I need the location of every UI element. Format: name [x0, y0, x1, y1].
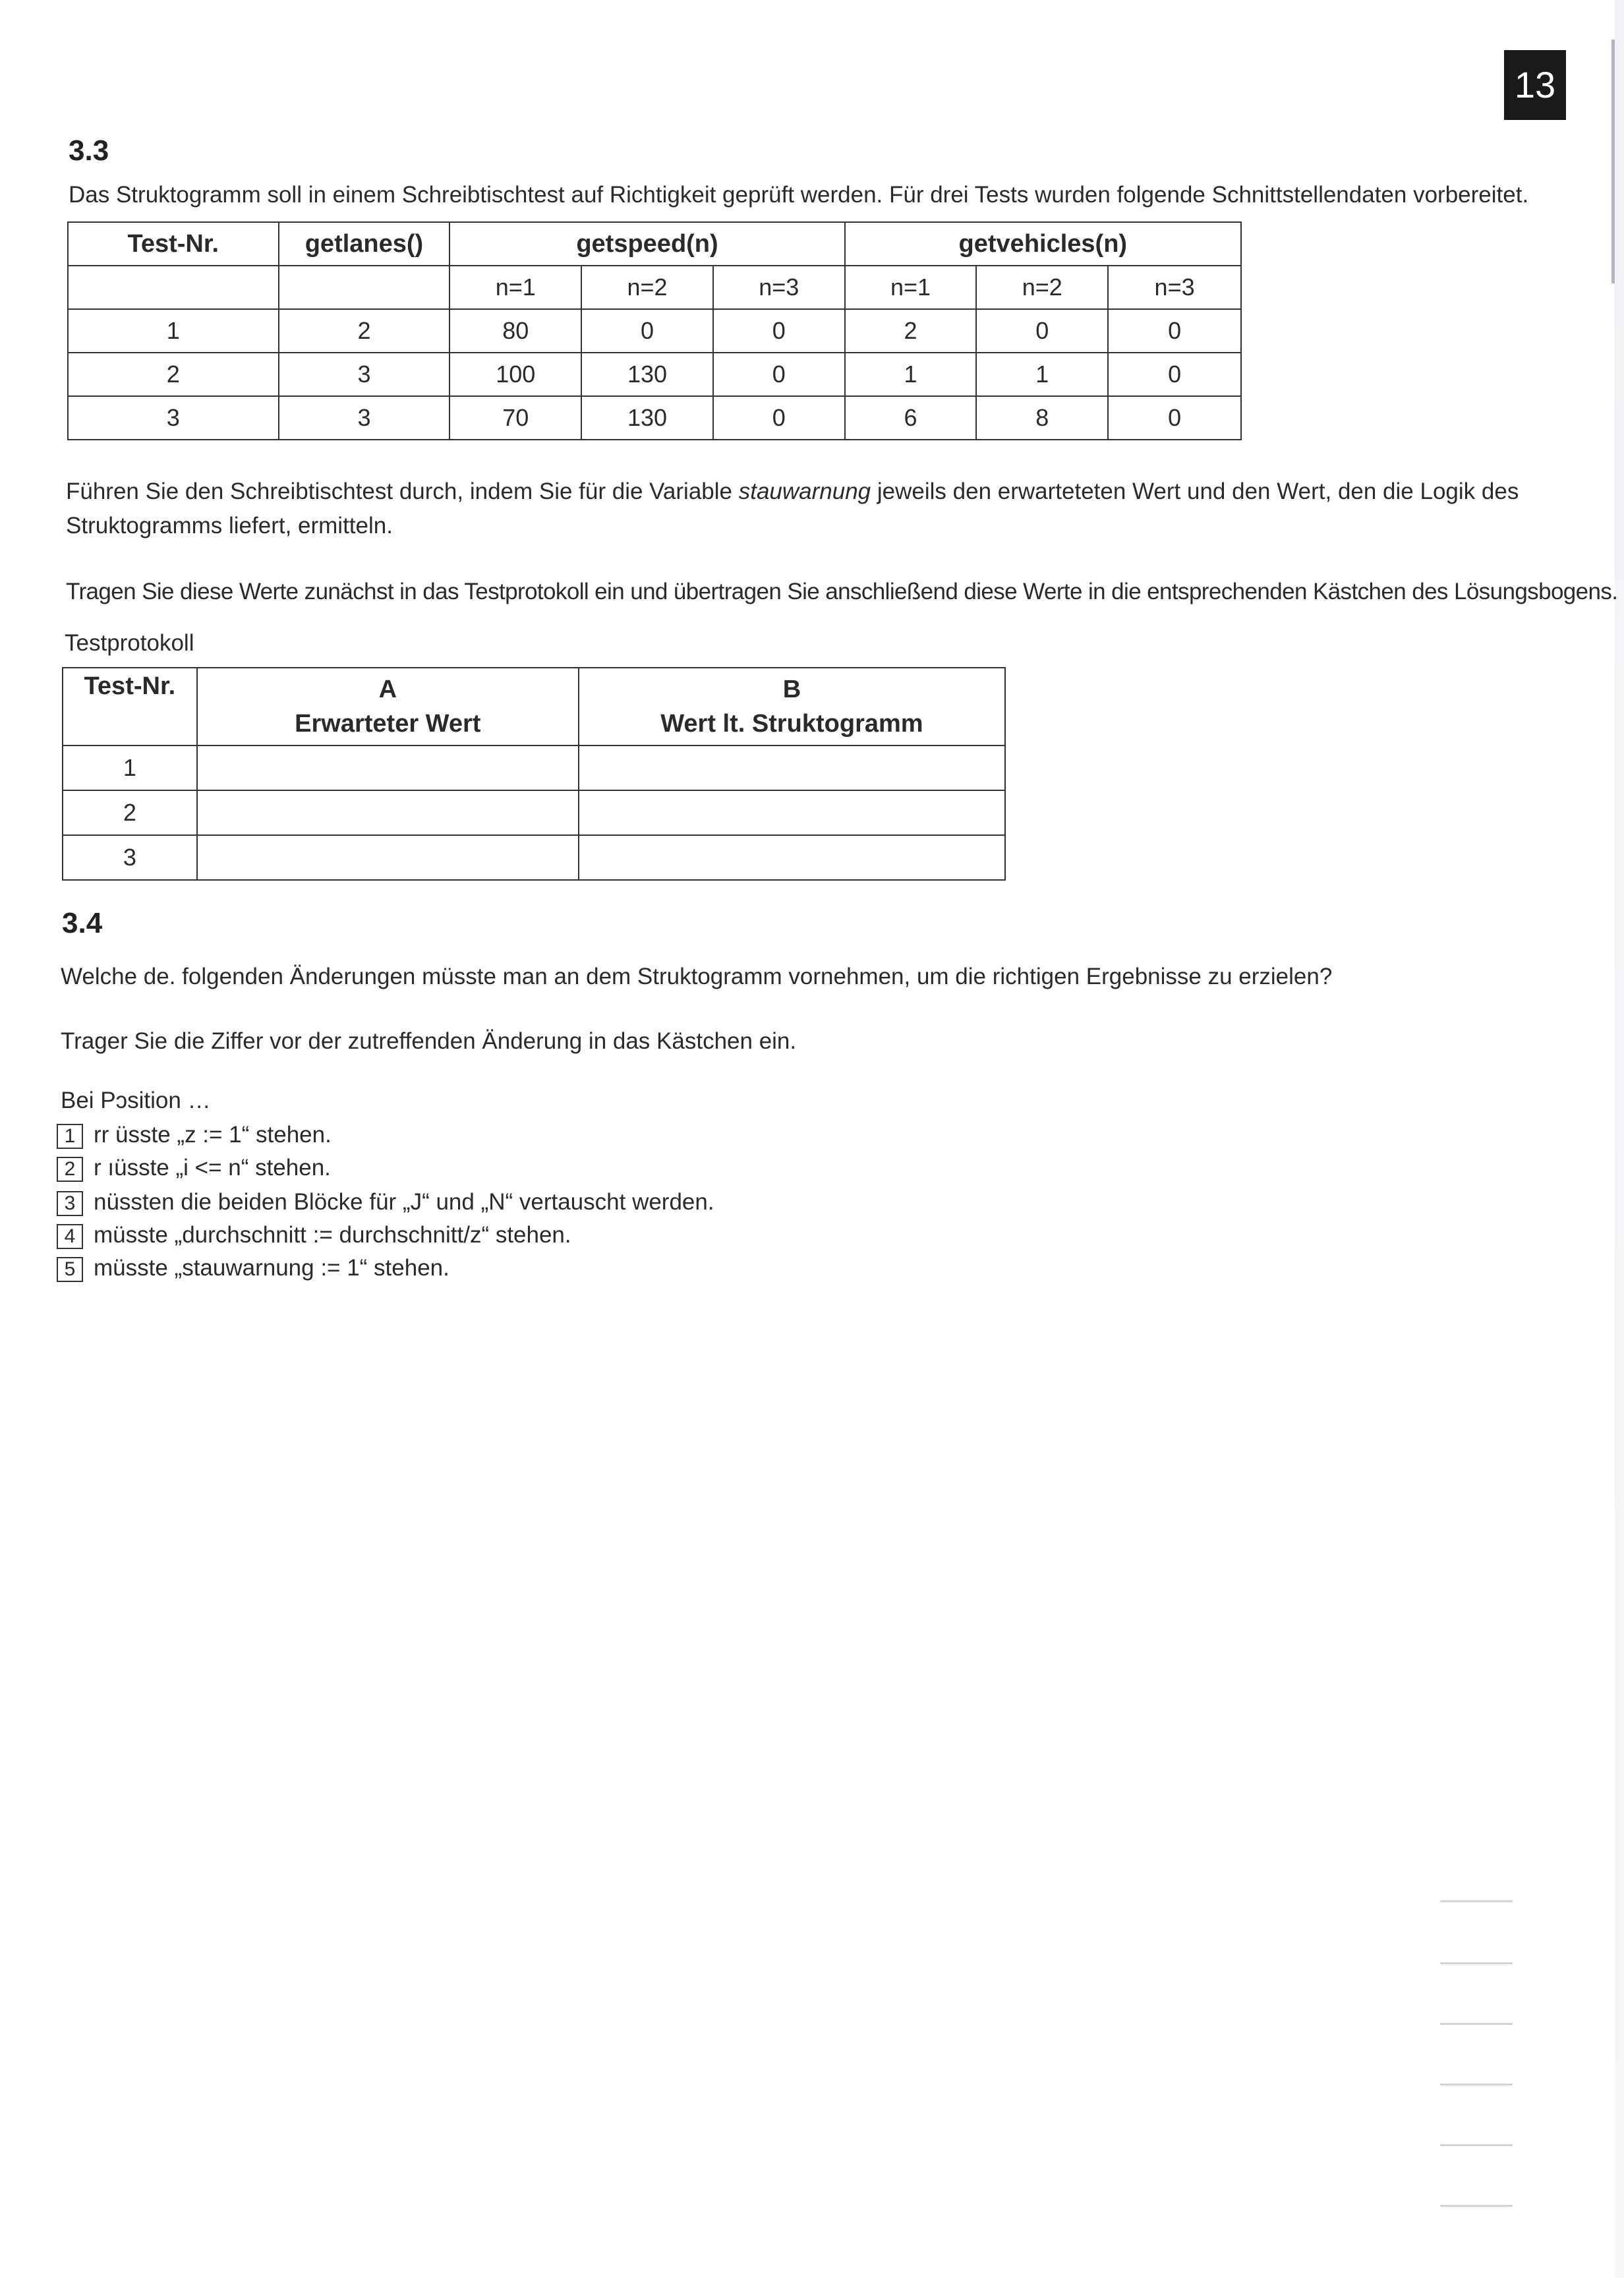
- option-5: [57, 1254, 450, 1283]
- protocol-caption: Testprotokoll: [65, 630, 194, 656]
- subheader-cell: n=2: [581, 266, 713, 309]
- section-3-4-question: Welche de. folgenden Änderungen müsste man an dem Struktogramm vornehmen, um die richtigen Ergebnisse zu erzielen?: [61, 964, 1333, 989]
- options-lead: Bei Pɔsition …: [61, 1088, 211, 1113]
- subheader-cell: n=2: [976, 266, 1108, 309]
- header-test-nr: Test-Nr.: [63, 668, 197, 745]
- section-3-3-intro: Das Struktogramm soll in einem Schreibtischtest auf Richtigkeit geprüft werden. Für drei Tests wurden folgende Schnittstellendaten vorbereitet.: [69, 182, 1529, 208]
- table-subheader-row: [68, 266, 1241, 309]
- table-cell: 0: [976, 309, 1108, 353]
- option-number-box: 3: [57, 1191, 83, 1216]
- header-getlanes: getlanes(): [279, 222, 450, 266]
- header-getspeed: getspeed(n): [450, 222, 844, 266]
- table-row: [68, 353, 1241, 396]
- table-cell: 80: [450, 309, 581, 353]
- answer-cell[interactable]: [197, 790, 579, 835]
- option-text: müsste „durchschnitt := durchschnitt/z“ stehen.: [94, 1222, 571, 1248]
- scan-mark: [1440, 2084, 1513, 2086]
- table-cell: 0: [713, 309, 845, 353]
- table-cell: 1: [63, 745, 197, 790]
- instruction-transfer: Tragen Sie diese Werte zunächst in das Testprotokoll ein und übertragen Sie anschließend diese Werte in die entsprechenden Kästchen des Lösungsbogens.: [66, 579, 1618, 604]
- table-cell: 2: [63, 790, 197, 835]
- table-row: [63, 745, 1005, 790]
- interface-data-table: [67, 221, 1242, 440]
- table-cell: 100: [450, 353, 581, 396]
- table-cell: 70: [450, 396, 581, 440]
- option-text: r ıüsste „i <= n“ stehen.: [94, 1155, 331, 1181]
- table-cell: 8: [976, 396, 1108, 440]
- option-text: nüssten die beiden Blöcke für „J“ und „N“ vertauscht werden.: [94, 1189, 714, 1215]
- answer-cell[interactable]: [579, 835, 1005, 880]
- table-cell: 130: [581, 353, 713, 396]
- instruction-text: jeweils den erwarteteten Wert und den Wert, den die Logik des Struktogramms liefert, ermitteln.: [66, 479, 1519, 539]
- option-number-box: 1: [57, 1124, 83, 1149]
- table-row: [68, 309, 1241, 353]
- table-cell: 1: [68, 309, 279, 353]
- protocol-header-row: [63, 668, 1005, 745]
- page-number: 13: [1504, 50, 1566, 120]
- table-cell: 0: [1108, 353, 1241, 396]
- option-number-box: 4: [57, 1224, 83, 1249]
- option-4: [57, 1221, 571, 1250]
- column-label-b: Wert lt. Struktogramm: [660, 710, 923, 738]
- option-1: [57, 1121, 332, 1150]
- variable-name: stauwarnung: [738, 479, 871, 504]
- table-cell: 2: [845, 309, 977, 353]
- empty-cell: [279, 266, 450, 309]
- option-text: müsste „stauwarnung := 1“ stehen.: [94, 1255, 450, 1281]
- column-letter-a: A: [378, 676, 397, 703]
- section-heading-3-3: 3.3: [69, 134, 109, 167]
- table-cell: 3: [279, 353, 450, 396]
- scan-mark: [1440, 2205, 1513, 2207]
- table-row: [63, 835, 1005, 880]
- table-cell: 130: [581, 396, 713, 440]
- section-3-4-instruction: Trager Sie die Ziffer vor der zutreffenden Änderung in das Kästchen ein.: [61, 1028, 797, 1054]
- table-cell: 1: [976, 353, 1108, 396]
- instruction-text: Führen Sie den Schreibtischtest durch, indem Sie für die Variable: [66, 479, 739, 504]
- column-letter-b: B: [782, 676, 801, 703]
- table-cell: 0: [1108, 396, 1241, 440]
- scan-mark: [1440, 1962, 1513, 1964]
- table-header-row: [68, 222, 1241, 266]
- header-test-nr: Test-Nr.: [68, 222, 279, 266]
- table-cell: 0: [1108, 309, 1241, 353]
- option-3: [57, 1188, 714, 1217]
- subheader-cell: n=1: [450, 266, 581, 309]
- table-row: [63, 790, 1005, 835]
- subheader-cell: n=3: [1108, 266, 1241, 309]
- answer-cell[interactable]: [197, 835, 579, 880]
- header-getvehicles: getvehicles(n): [845, 222, 1241, 266]
- header-expected-value: [197, 668, 579, 745]
- scan-mark: [1440, 2144, 1513, 2146]
- table-cell: 0: [713, 353, 845, 396]
- section-heading-3-4: 3.4: [62, 907, 103, 939]
- table-cell: 3: [63, 835, 197, 880]
- table-cell: 2: [68, 353, 279, 396]
- header-structogram-value: [579, 668, 1005, 745]
- instruction-desk-check: [66, 475, 1549, 543]
- scan-mark: [1440, 1900, 1513, 1902]
- empty-cell: [68, 266, 279, 309]
- option-number-box: 5: [57, 1257, 83, 1282]
- test-protocol-table: [62, 667, 1006, 881]
- option-2: [57, 1154, 331, 1183]
- option-text: rr üsste „z := 1“ stehen.: [94, 1122, 332, 1148]
- subheader-cell: n=1: [845, 266, 977, 309]
- table-cell: 2: [279, 309, 450, 353]
- table-cell: 1: [845, 353, 977, 396]
- margin-mark: [1611, 40, 1615, 283]
- table-row: [68, 396, 1241, 440]
- table-cell: 0: [713, 396, 845, 440]
- page-edge-shadow: [1615, 0, 1624, 2278]
- answer-cell[interactable]: [197, 745, 579, 790]
- option-number-box: 2: [57, 1157, 83, 1182]
- scan-mark: [1440, 2023, 1513, 2025]
- table-cell: 3: [68, 396, 279, 440]
- table-cell: 0: [581, 309, 713, 353]
- subheader-cell: n=3: [713, 266, 845, 309]
- column-label-a: Erwarteter Wert: [295, 710, 481, 738]
- answer-cell[interactable]: [579, 790, 1005, 835]
- table-cell: 6: [845, 396, 977, 440]
- table-cell: 3: [279, 396, 450, 440]
- answer-cell[interactable]: [579, 745, 1005, 790]
